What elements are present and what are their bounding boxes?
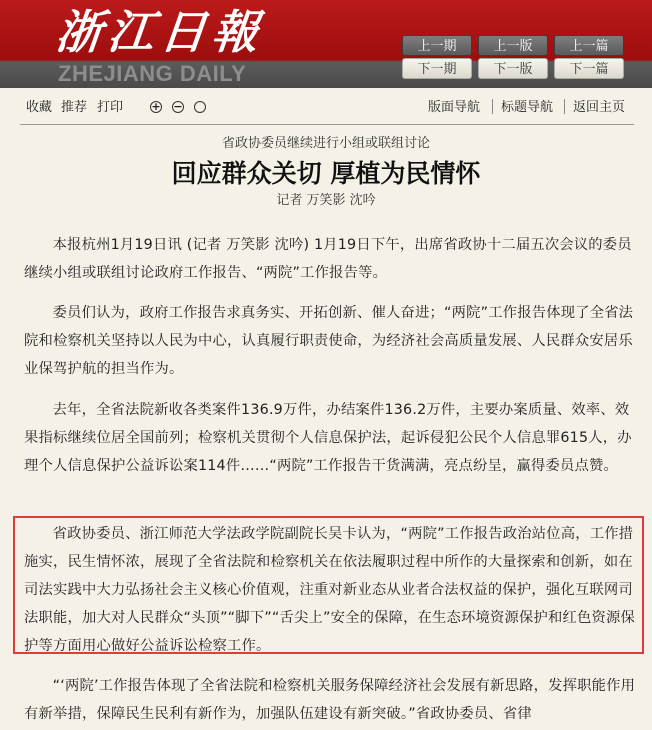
zoom-out-icon[interactable]: − bbox=[173, 100, 183, 113]
print-link[interactable]: 打印 bbox=[97, 100, 124, 115]
masthead bbox=[0, 0, 652, 88]
zoom-in-icon[interactable]: + bbox=[151, 100, 161, 113]
article-byline: 记者 万笑影 沈吟 bbox=[276, 193, 376, 208]
next-article-button[interactable]: 下一篇 bbox=[554, 58, 624, 79]
title-nav-link[interactable]: 标题导航 bbox=[501, 100, 554, 115]
newspaper-logo-english: ZHEJIANG DAILY bbox=[58, 61, 247, 86]
article-paragraph: 本报杭州1月19日讯 (记者 万笑影 沈吟) 1月19日下午，出席省政协十二届五次会议的委员继续小组或联组讨论政府工作报告、“两院”工作报告等。 bbox=[24, 237, 632, 281]
article-paragraph: 去年，全省法院新收各类案件136.9万件，办结案件136.2万件，主要办案质量、效率、效果指标继续位居全国前列；检察机关贯彻个人信息保护法，起诉侵犯公民个人信息罪615人，办理个人信息保护公益诉讼案114件……“两院”工作报告干货满满，亮点纷呈，赢得委员点赞。 bbox=[24, 402, 632, 474]
article-title: 回应群众关切 厚植为民情怀 bbox=[171, 159, 481, 188]
toolbar-divider bbox=[492, 99, 493, 114]
prev-page-button[interactable]: 上一版 bbox=[478, 35, 548, 56]
home-link[interactable]: 返回主页 bbox=[573, 100, 626, 115]
favorite-link[interactable]: 收藏 bbox=[26, 100, 53, 115]
article-pre-title: 省政协委员继续进行小组或联组讨论 bbox=[221, 136, 430, 151]
toolbar-divider bbox=[564, 99, 565, 114]
prev-issue-button[interactable]: 上一期 bbox=[402, 35, 472, 56]
prev-article-button[interactable]: 上一篇 bbox=[554, 35, 624, 56]
next-page-button[interactable]: 下一版 bbox=[478, 58, 548, 79]
newspaper-logo: 浙江日報 bbox=[53, 5, 267, 59]
article-paragraph-highlighted: 省政协委员、浙江师范大学法政学院副院长吴卡认为，“两院”工作报告政治站位高，工作措施实，民生情怀浓，展现了全省法院和检察机关在依法履职过程中所作的大量探索和创新，如在司法实践中大力弘扬社会主义核心价值观，注重对新业态从业者合法权益的保护，强化互联网司法职能，加大对人民群众“头顶”“脚下”“舌尖上”安全的保障，在生态环境资源保护和红色资源保护等方面用心做好公益诉讼检察工作。 bbox=[24, 526, 636, 654]
zoom-reset-icon[interactable] bbox=[194, 101, 206, 113]
article-paragraph: “‘两院’工作报告体现了全省法院和检察机关服务保障经济社会发展有新思路，发挥职能作用有新举措，保障民生民利有新作为，加强队伍建设有新突破。”省政协委员、省律 bbox=[24, 678, 636, 722]
page-nav-link[interactable]: 版面导航 bbox=[428, 100, 481, 115]
next-issue-button[interactable]: 下一期 bbox=[402, 58, 472, 79]
recommend-link[interactable]: 推荐 bbox=[61, 100, 88, 115]
article-paragraph: 委员们认为，政府工作报告求真务实、开拓创新、催人奋进；“两院”工作报告体现了全省法院和检察机关坚持以人民为中心，认真履行职责使命，为经济社会高质量发展、人民群众安居乐业保驾护航的担当作为。 bbox=[24, 305, 634, 377]
toolbar-rule bbox=[20, 124, 634, 125]
article-toolbar bbox=[22, 95, 630, 123]
